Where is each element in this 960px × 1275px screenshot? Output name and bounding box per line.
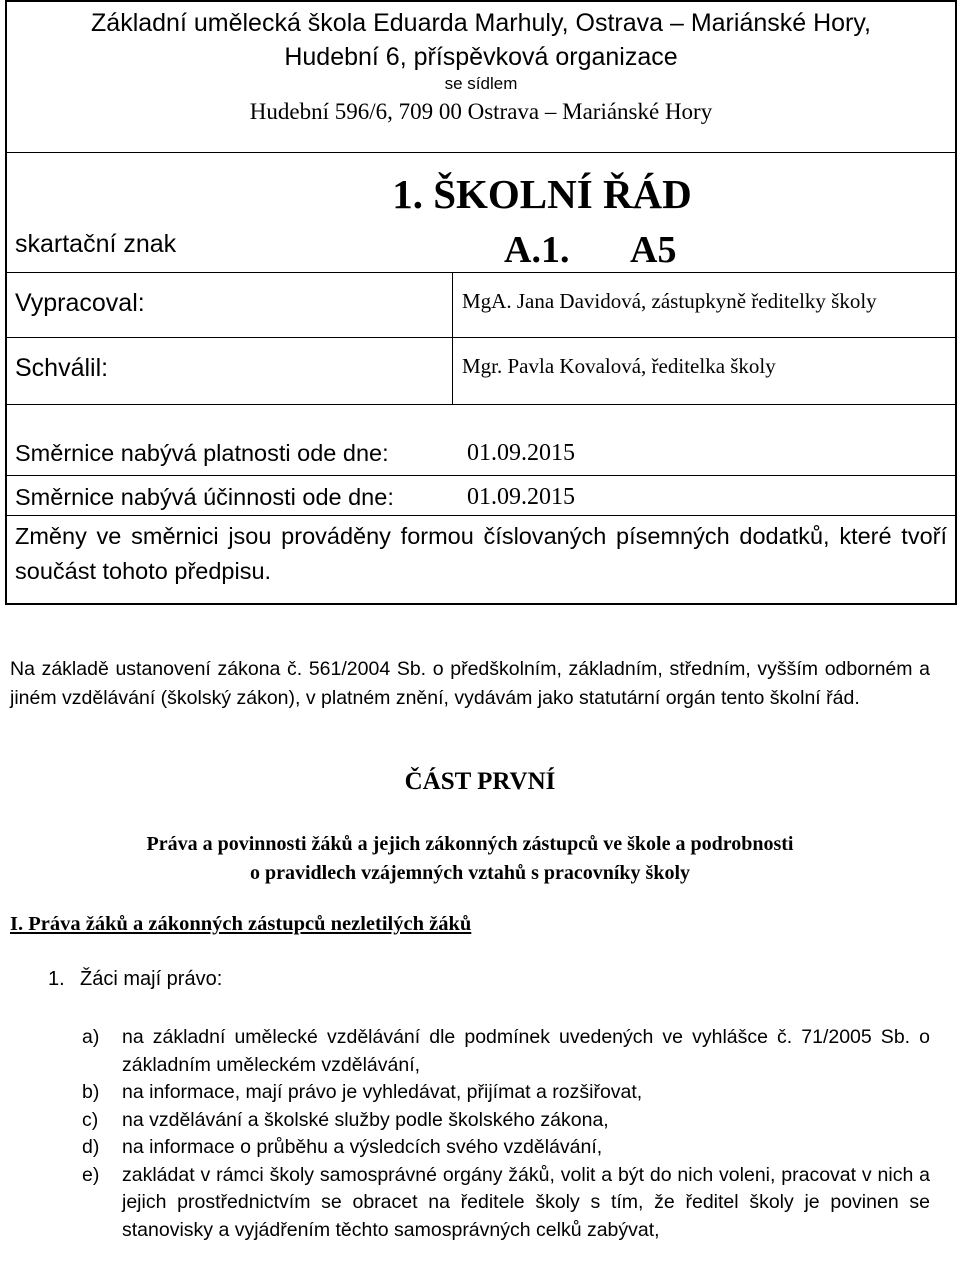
- rights-list: [82, 1024, 930, 1244]
- list-marker: b): [82, 1081, 100, 1103]
- part-subtitle: [0, 830, 940, 888]
- numbered-point: [48, 968, 222, 991]
- row-divider: [7, 337, 955, 338]
- row-divider: [7, 515, 955, 516]
- point-text: Žáci mají právo:: [80, 968, 223, 990]
- legal-basis-paragraph: Na základě ustanovení zákona č. 561/2004 Sb. o předškolním, základním, středním, vyšším odborném a jiném vzdělávání (školský zákon), v platném znění, vydávám jako statutární orgán tento školní řád.: [10, 658, 930, 709]
- document-title: 1. ŠKOLNÍ ŘÁD: [392, 171, 692, 217]
- list-marker: a): [82, 1026, 100, 1048]
- list-marker: c): [82, 1108, 99, 1131]
- header-divider: [7, 152, 955, 153]
- validity-date: 01.09.2015: [467, 440, 575, 466]
- school-name-line: Základní umělecká škola Eduarda Marhuly, Ostrava – Mariánské Hory,: [91, 9, 871, 37]
- prepared-by-label: Vypracoval:: [15, 289, 145, 317]
- row-divider: [7, 272, 955, 273]
- part-subtitle-line: o pravidlech vzájemných vztahů s pracovníky školy: [249, 862, 691, 884]
- point-number: 1.: [48, 968, 65, 990]
- shredding-code-a: A.1.: [504, 229, 570, 271]
- validity-label: Směrnice nabývá platnosti ode dne:: [15, 440, 389, 466]
- list-item-text: na informace o průběhu a výsledcích svého vzdělávání,: [122, 1136, 603, 1158]
- effect-date: 01.09.2015: [467, 484, 575, 510]
- approved-by-label: Schválil:: [15, 354, 109, 382]
- effect-label: Směrnice nabývá účinnosti ode dne:: [15, 484, 394, 510]
- list-item-text: na informace, mají právo je vyhledávat, přijímat a rozšiřovat,: [122, 1081, 643, 1103]
- list-item-text: zakládat v rámci školy samosprávné orgány žáků, volit a být do nich voleni, pracovat v nich a jejich prostřednictvím se obracet na ředitele školy s tím, že ředitel školy je povinen se stanovisky a vyjádřením těchto samosprávných celků zabývat,: [122, 1163, 930, 1241]
- list-item: [82, 1134, 930, 1162]
- section-heading: I. Práva žáků a zákonných zástupců nezletilých žáků: [10, 913, 472, 935]
- shredding-label: skartační znak: [15, 230, 177, 258]
- list-item-text: na základní umělecké vzdělávání dle podmínek uvedených ve vyhlášce č. 71/2005 Sb. o základním uměleckém vzdělávání,: [122, 1026, 930, 1076]
- shredding-code-b: A5: [630, 229, 677, 271]
- list-item: [82, 1079, 930, 1107]
- part-subtitle-line: Práva a povinnosti žáků a jejich zákonných zástupců ve škole a podrobnosti: [146, 833, 794, 855]
- row-divider: [7, 475, 955, 476]
- part-heading: ČÁST PRVNÍ: [404, 768, 556, 795]
- list-item: [82, 1024, 930, 1079]
- prepared-by-value: MgA. Jana Davidová, zástupkyně ředitelky školy: [462, 289, 877, 313]
- list-item-text: na vzdělávání a školské služby podle školského zákona,: [122, 1108, 609, 1131]
- list-item: [82, 1107, 930, 1135]
- row-divider: [7, 404, 955, 405]
- column-divider: [452, 272, 453, 404]
- amendments-note: Změny ve směrnici jsou prováděny formou číslovaných písemných dodatků, které tvoří součást tohoto předpisu.: [15, 523, 947, 584]
- school-address-line: Hudební 6, příspěvková organizace: [284, 43, 678, 71]
- school-seat-label: se sídlem: [444, 74, 518, 93]
- list-marker: e): [82, 1163, 100, 1186]
- list-item: [82, 1162, 930, 1245]
- school-identification: [7, 6, 955, 130]
- list-marker: d): [82, 1136, 100, 1158]
- school-seat-address: Hudební 596/6, 709 00 Ostrava – Mariánské Hory: [249, 99, 713, 124]
- approved-by-value: Mgr. Pavla Kovalová, ředitelka školy: [462, 354, 776, 378]
- document-header-box: [5, 0, 957, 605]
